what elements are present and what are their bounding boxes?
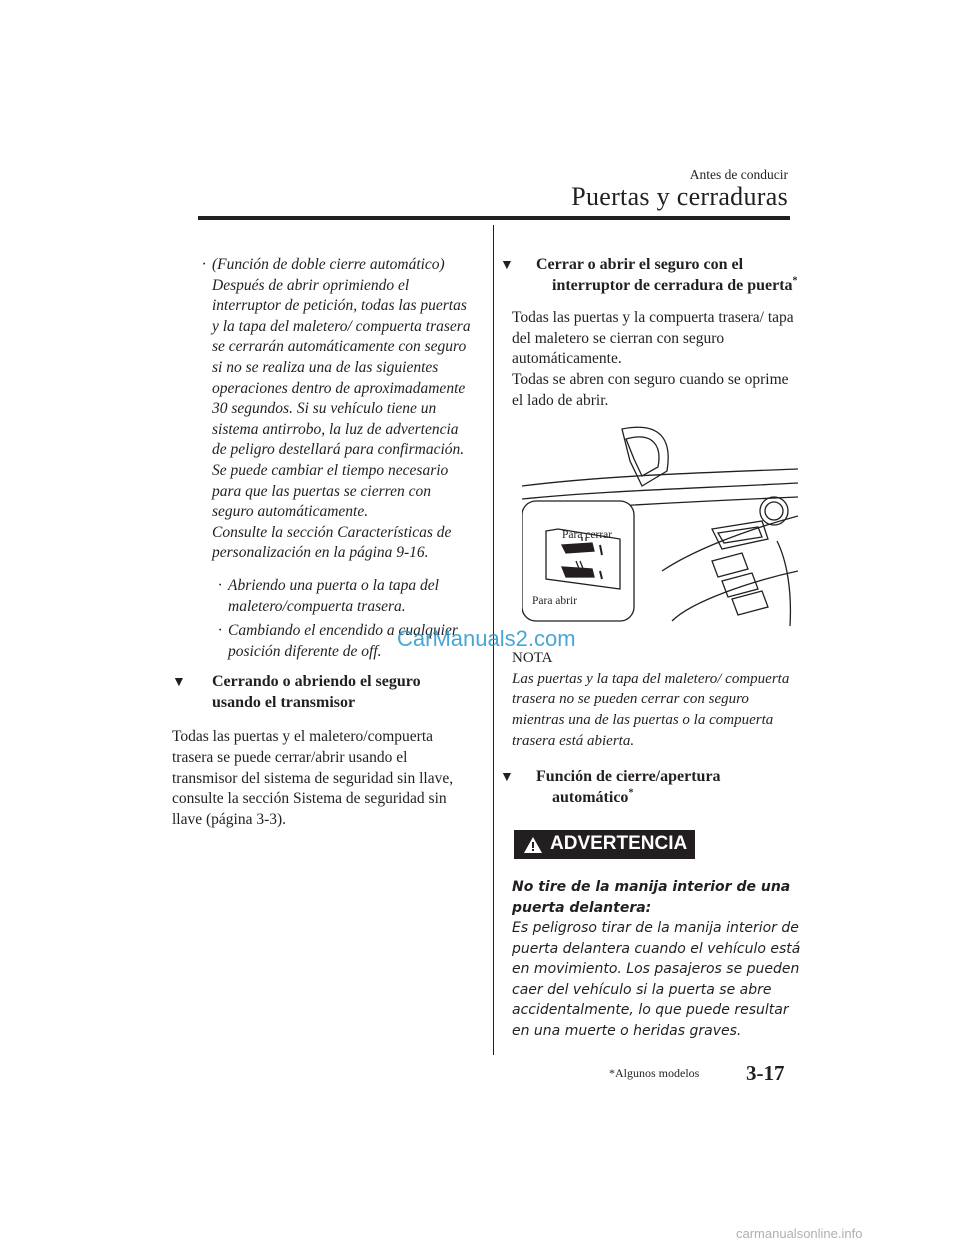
heading-asterisk: * (628, 787, 634, 799)
triangle-icon: ▼ (172, 675, 186, 691)
section-heading-door-switch (500, 255, 802, 296)
warning-badge (514, 830, 695, 859)
triangle-icon: ▼ (500, 258, 514, 273)
footer-note: *Algunos modelos (609, 1066, 700, 1080)
note-label: NOTA (512, 650, 553, 667)
page-number: 3-17 (746, 1061, 785, 1085)
watermark-carmanuals2: CarManuals2.com (397, 626, 576, 651)
left-column (172, 255, 472, 830)
bullet-auto-relock (172, 255, 472, 564)
section-heading-auto-lock (500, 767, 802, 808)
door-switch-illustration (522, 421, 798, 626)
sub-bullet-2: · Cambiando el encendido a cualquier posición diferente de off. (172, 621, 472, 662)
warning-label: ADVERTENCIA (550, 833, 688, 855)
heading-text: Función de cierre/apertura automático (536, 768, 721, 806)
heading-text: Cerrando o abriendo el seguro usando el transmisor (212, 673, 421, 711)
warning-icon (524, 837, 542, 853)
transmitter-body: Todas las puertas y el maletero/compuerta trasera se puede cerrar/abrir usando el transmisor del sistema de seguridad sin llave, consulte la sección Sistema de seguridad sin llave (página 3-3). (172, 728, 454, 828)
bullet-title: · (Función de doble cierre automático) (212, 256, 445, 273)
sub-bullet-1: · Abriendo una puerta o la tapa del maletero/compuerta trasera. (172, 576, 472, 617)
bullet-body: Después de abrir oprimiendo el interruptor de petición, todas las puertas y la tapa del maletero/ compuerta trasera se cerrarán automáticamente con seguro si no se realiza una de las siguientes operaciones dentro de aproximadamente 30 segundos. Si su vehículo tiene un sistema antirrobo, la luz de advertencia de peligro destellará para confirmación. Se puede cambiar el tiempo necesario para que las puertas se cierren con seguro automáticamente. (212, 276, 471, 521)
section-heading-transmitter (172, 672, 472, 713)
warning-text (512, 877, 802, 1041)
heading-text: Cerrar o abrir el seguro con el interruptor de cerradura de puerta (536, 256, 793, 294)
header-rule (198, 216, 790, 220)
page-title: Puertas y cerraduras (571, 182, 788, 211)
door-switch-body-1: Todas las puertas y la compuerta trasera/ tapa del maletero se cierran con seguro automáticamente. (512, 309, 794, 368)
note-text: Las puertas y la tapa del maletero/ compuerta trasera no se pueden cerrar con seguro mientras una de las puertas o la compuerta trasera está abierta. (512, 670, 790, 749)
door-switch-body-2: Todas se abren con seguro cuando se oprime el lado de abrir. (512, 370, 789, 409)
label-para-abrir: Para abrir (532, 595, 578, 608)
heading-asterisk: * (792, 275, 798, 287)
watermark-carmanualsonline: carmanualsonline.info (736, 1226, 863, 1241)
section-header: Antes de conducir (689, 167, 788, 182)
label-para-cerrar: Para cerrar (562, 529, 613, 542)
bullet-reference: Consulte la sección Características de personalización en la página 9-16. (212, 523, 452, 562)
warning-body: Es peligroso tirar de la manija interior de puerta delantera cuando el vehículo está en movimiento. Los pasajeros se pueden caer del vehículo si la puerta se abre accidentalmente, lo que puede resultar en una muerte o heridas graves. (512, 920, 801, 1039)
warning-title: No tire de la manija interior de una puerta delantera: (512, 879, 791, 916)
triangle-icon: ▼ (500, 770, 514, 786)
